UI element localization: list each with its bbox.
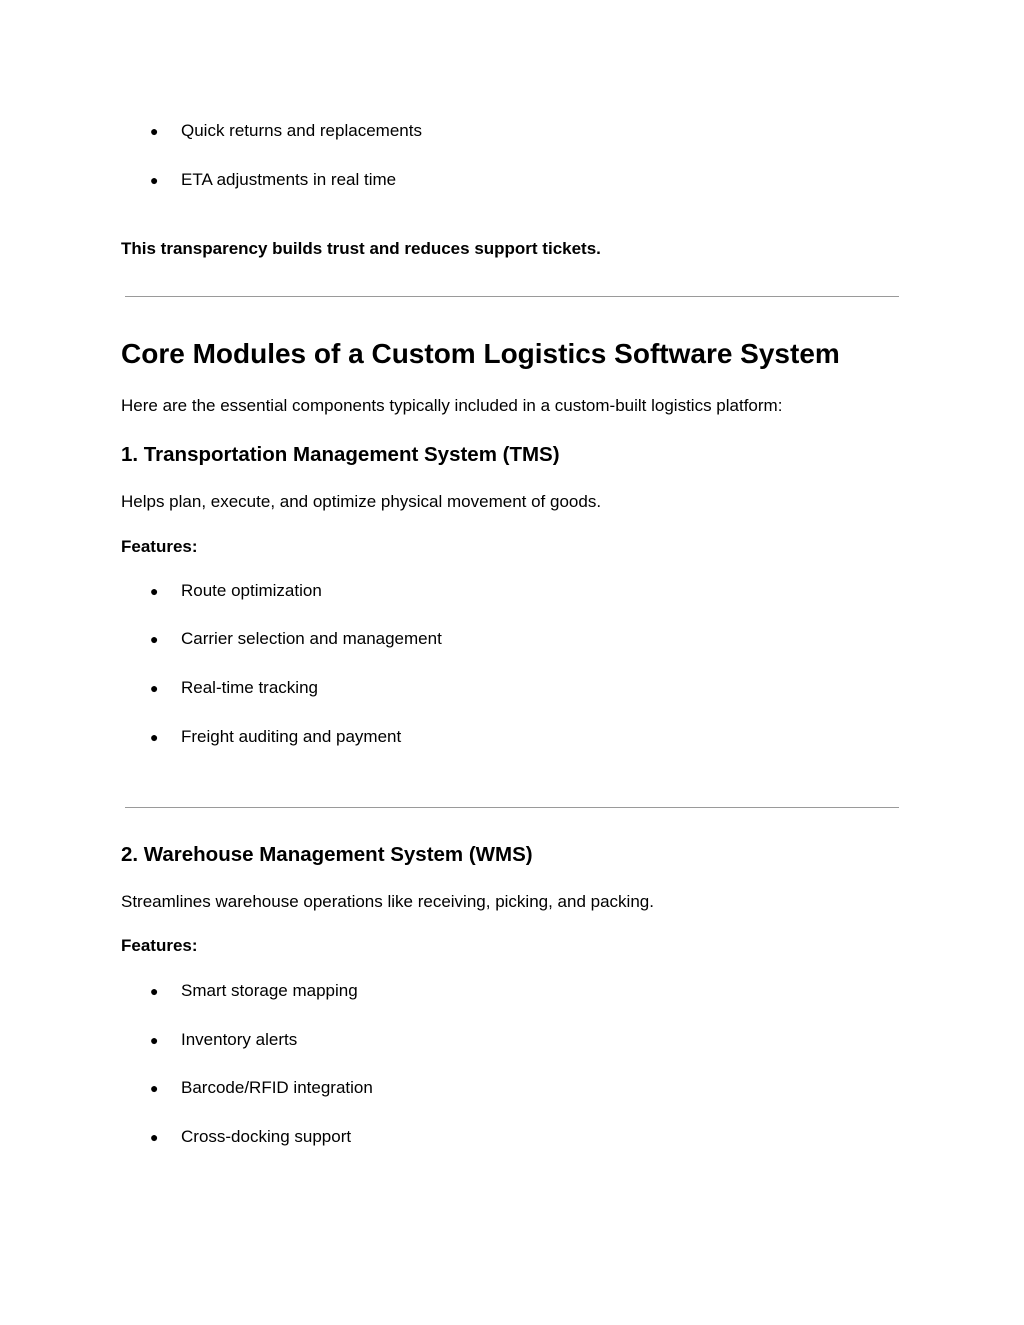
features-label-wms: Features: [121, 936, 198, 955]
bullet-icon: ● [150, 1032, 159, 1048]
bullet-icon: ● [150, 1080, 159, 1096]
list-item-text: Route optimization [181, 581, 322, 600]
list-item-text: Real-time tracking [181, 678, 318, 697]
horizontal-divider [125, 807, 899, 808]
list-item-text: Smart storage mapping [181, 981, 358, 1000]
list-item-text: Cross-docking support [181, 1127, 352, 1146]
section-intro: Here are the essential components typically included in a custom-built logistics platform: [121, 396, 783, 415]
list-item-text: Barcode/RFID integration [181, 1078, 373, 1097]
bullet-icon: ● [150, 729, 159, 745]
horizontal-divider [125, 296, 899, 297]
section-title: Core Modules of a Custom Logistics Software System [121, 338, 840, 369]
module-heading-tms: 1. Transportation Management System (TMS) [121, 443, 560, 466]
module-heading-wms: 2. Warehouse Management System (WMS) [121, 843, 533, 866]
transparency-note: This transparency builds trust and reduces support tickets. [121, 239, 601, 258]
module-description-tms: Helps plan, execute, and optimize physical movement of goods. [121, 492, 602, 511]
bullet-icon: ● [150, 983, 159, 999]
bullet-icon: ● [150, 583, 159, 599]
bullet-icon: ● [150, 680, 159, 696]
list-item-text: Quick returns and replacements [181, 121, 422, 140]
bullet-icon: ● [150, 172, 159, 188]
bullet-icon: ● [150, 631, 159, 647]
list-item-text: Freight auditing and payment [181, 727, 402, 746]
bullet-icon: ● [150, 1129, 159, 1145]
module-description-wms: Streamlines warehouse operations like receiving, picking, and packing. [121, 892, 654, 911]
list-item-text: Carrier selection and management [181, 629, 442, 648]
features-label-tms: Features: [121, 537, 198, 556]
list-item-text: ETA adjustments in real time [181, 170, 397, 189]
bullet-icon: ● [150, 123, 159, 139]
list-item-text: Inventory alerts [181, 1030, 298, 1049]
